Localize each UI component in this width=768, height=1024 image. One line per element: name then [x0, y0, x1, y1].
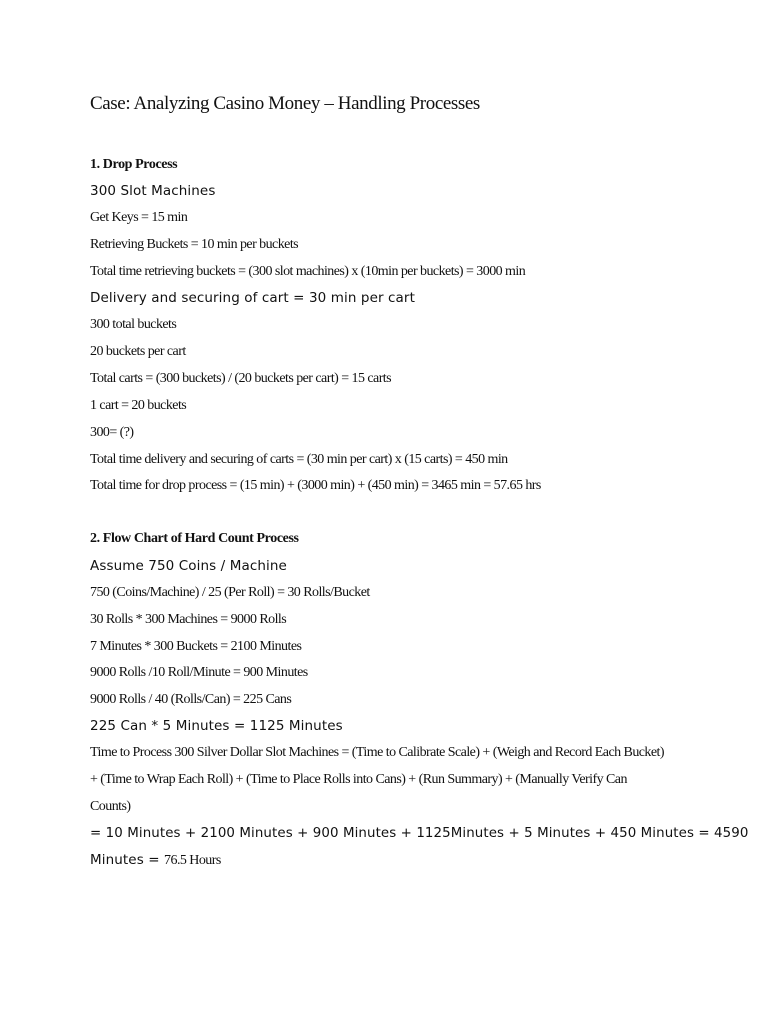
- drop-line: Total time retrieving buckets = (300 slot machines) x (10min per buckets) = 3000 min: [90, 264, 526, 279]
- drop-line: 20 buckets per cart: [90, 344, 186, 359]
- drop-line: Get Keys = 15 min: [90, 210, 188, 225]
- hard-count-line: Counts): [90, 799, 131, 814]
- final-line-part: Minutes =: [90, 852, 165, 868]
- hard-count-line: 225 Can * 5 Minutes = 1125 Minutes: [90, 718, 343, 734]
- drop-line: 300= (?): [90, 425, 134, 440]
- page-title: Case: Analyzing Casino Money – Handling Processes: [90, 93, 480, 114]
- drop-line: 1 cart = 20 buckets: [90, 398, 187, 413]
- section-heading-drop-process: 1. Drop Process: [90, 157, 178, 172]
- hard-count-line: + (Time to Wrap Each Roll) + (Time to Place Rolls into Cans) + (Run Summary) + (Manually Verify Can: [90, 772, 627, 787]
- drop-line: 300 total buckets: [90, 317, 177, 332]
- hard-count-line: 9000 Rolls / 40 (Rolls/Can) = 225 Cans: [90, 692, 292, 707]
- hard-count-line: = 10 Minutes + 2100 Minutes + 900 Minutes + 1125Minutes + 5 Minutes + 450 Minutes = 4590: [90, 825, 749, 841]
- final-line-part: 76.5 Hours: [164, 853, 221, 868]
- hard-count-line: Assume 750 Coins / Machine: [90, 558, 287, 574]
- hard-count-line: Time to Process 300 Silver Dollar Slot Machines = (Time to Calibrate Scale) + (Weigh and Record Each Bucket): [90, 745, 664, 760]
- hard-count-line: 30 Rolls * 300 Machines = 9000 Rolls: [90, 612, 287, 627]
- drop-line: Retrieving Buckets = 10 min per buckets: [90, 237, 299, 252]
- drop-line: 300 Slot Machines: [90, 183, 216, 199]
- section-heading-hard-count: 2. Flow Chart of Hard Count Process: [90, 531, 299, 546]
- hard-count-line: 7 Minutes * 300 Buckets = 2100 Minutes: [90, 639, 302, 654]
- drop-line: Total carts = (300 buckets) / (20 buckets per cart) = 15 carts: [90, 371, 392, 386]
- drop-line: Total time delivery and securing of carts = (30 min per cart) x (15 carts) = 450 min: [90, 452, 508, 467]
- drop-line: Total time for drop process = (15 min) + (3000 min) + (450 min) = 3465 min = 57.65 hrs: [90, 478, 541, 493]
- hard-count-line: 9000 Rolls /10 Roll/Minute = 900 Minutes: [90, 665, 308, 680]
- drop-line: Delivery and securing of cart = 30 min per cart: [90, 290, 415, 306]
- hard-count-line: 750 (Coins/Machine) / 25 (Per Roll) = 30 Rolls/Bucket: [90, 585, 370, 600]
- hard-count-final-line: [90, 850, 221, 871]
